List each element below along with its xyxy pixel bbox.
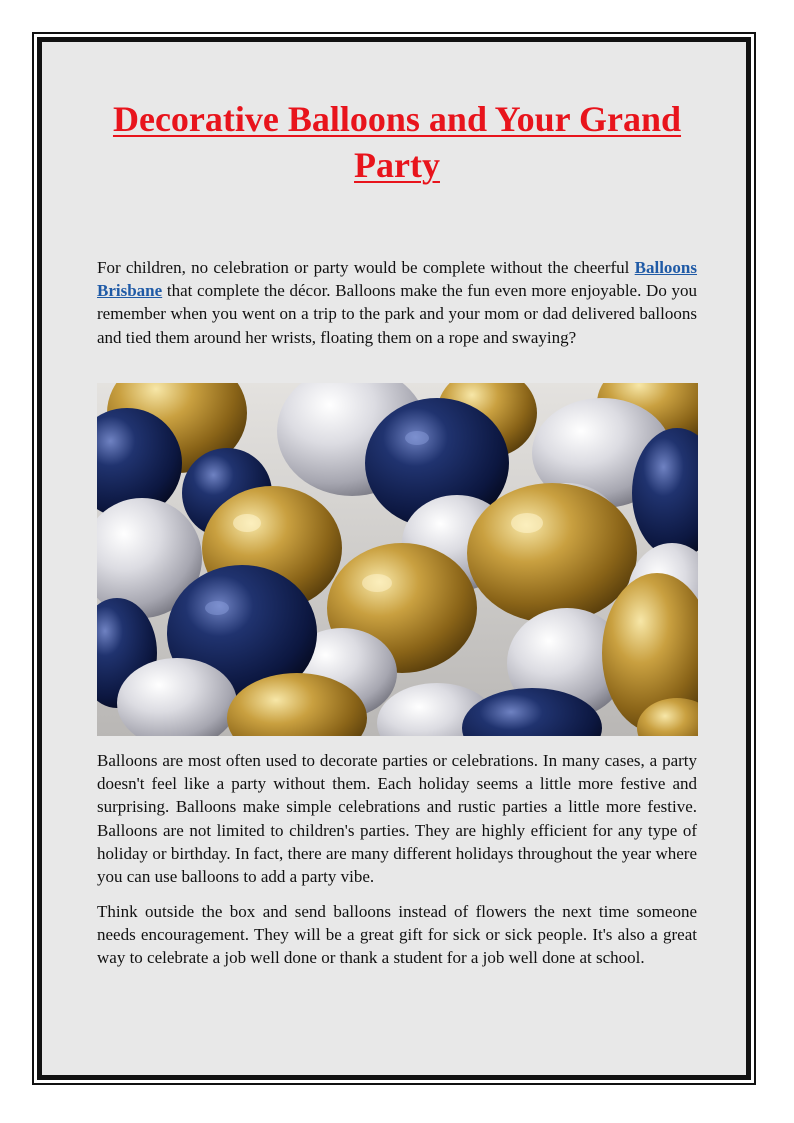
paragraph-gift: Think outside the box and send balloons instead of flowers the next time someone needs encouragement. They will be a great gift for sick or sick people. It's also a great way to celebrate a job well done or thank a student for a job well done at school. (97, 902, 697, 968)
document-title: Decorative Balloons and Your Grand Party (112, 99, 682, 185)
paragraph-usage: Balloons are most often used to decorate parties or celebrations. In many cases, a party doesn't feel like a party without them. Each holiday seems a little more festive and surprising. Balloons make simple celebrations and rustic parties a little more festive. Balloons are not limited to children's parties. They are highly efficient for any type of holiday or birthday. In fact, there are many different holidays throughout the year where you can use balloons to add a party vibe. (97, 751, 697, 887)
paragraph-intro (97, 256, 697, 349)
document-body (97, 96, 697, 968)
paragraph-intro-text-a: For children, no celebration or party would be complete without the cheerful (97, 258, 635, 277)
paragraph-intro-text-b: that complete the décor. Balloons make the fun even more enjoyable. Do you remember when you went on a trip to the park and your mom or dad delivered balloons and tied them around her wrists, floating them on a rope and swaying? (97, 281, 697, 347)
balloons-brisbane-link[interactable]: Balloons Brisbane (97, 258, 697, 301)
balloons-illustration (97, 383, 698, 736)
balloons-photo (97, 383, 698, 736)
